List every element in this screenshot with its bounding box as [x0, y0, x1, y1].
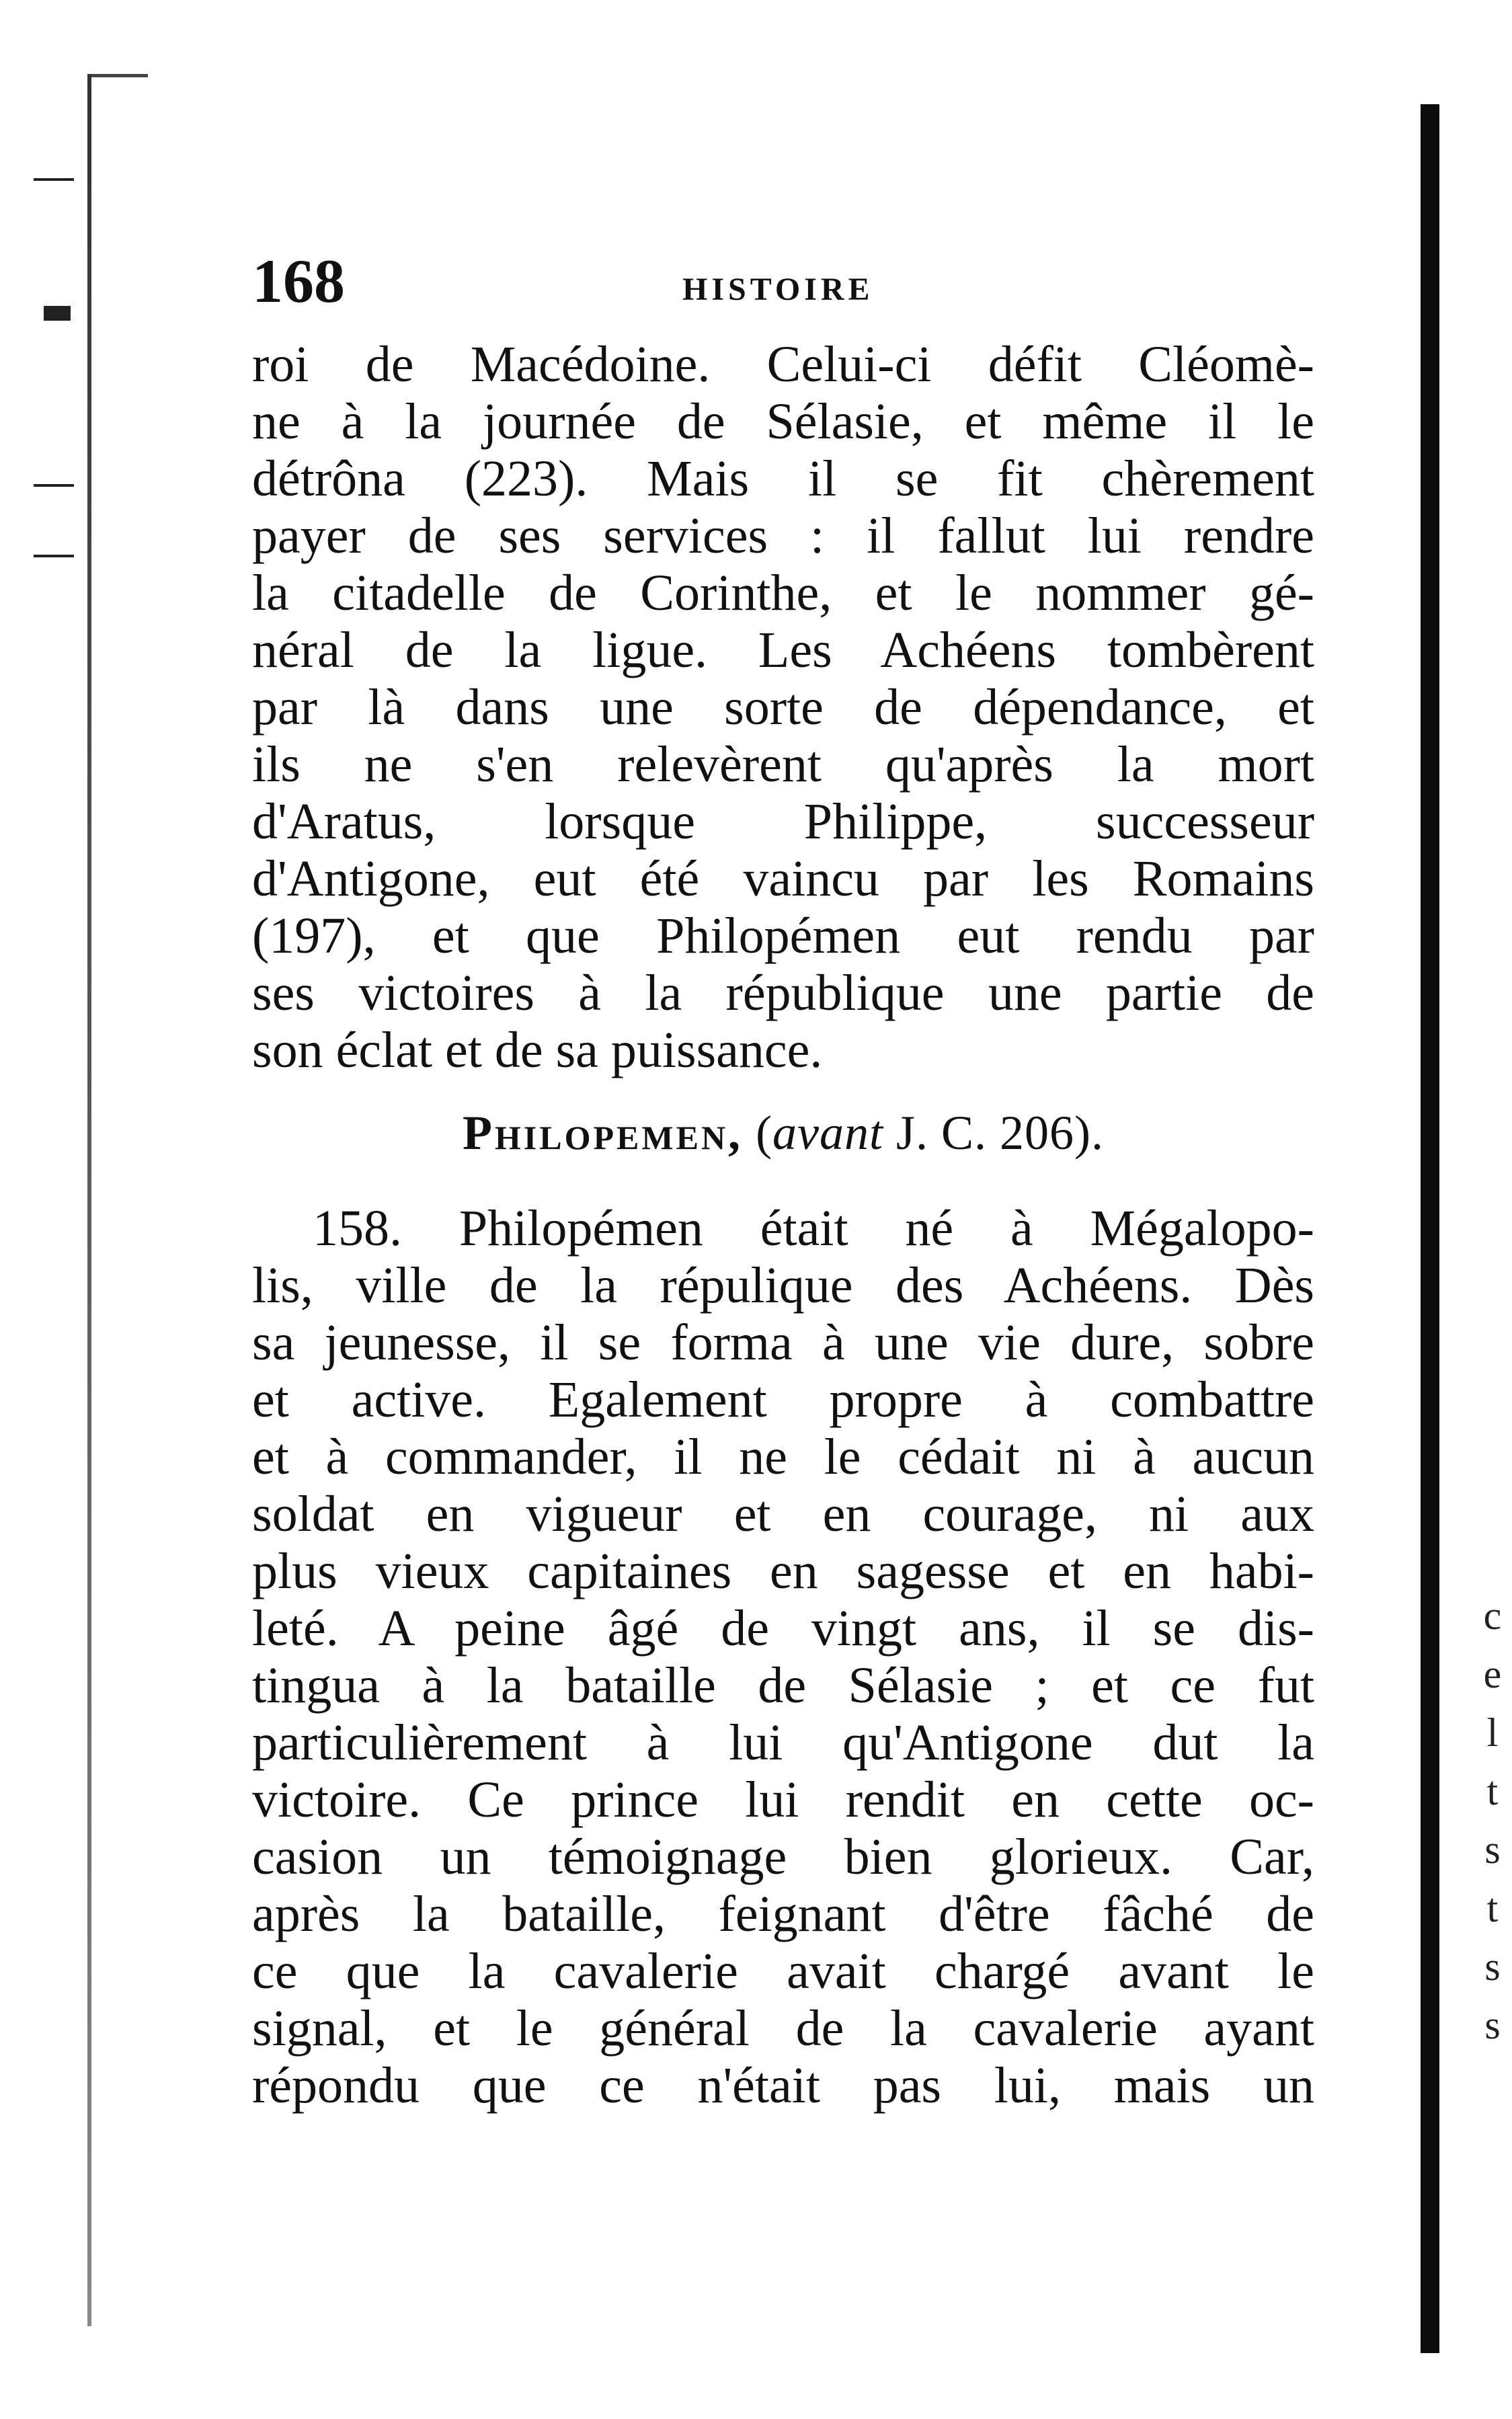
facing-letter: s [1484, 1827, 1501, 1872]
scan-edge-left [87, 74, 91, 2326]
text-line: la citadelle de Corinthe, et le nommer gé- [252, 565, 1314, 621]
text-line: d'Aratus, lorsque Philippe, successeur [252, 793, 1314, 850]
scan-tick [34, 178, 74, 181]
spacer [252, 1173, 1314, 1200]
text-line: sa jeunesse, il se forma à une vie dure, sobre [252, 1314, 1314, 1371]
scan-tick [34, 484, 74, 487]
paragraph-2 [252, 1200, 1314, 2114]
page-body [252, 336, 1314, 2114]
text-line: d'Antigone, eut été vaincu par les Romains [252, 850, 1314, 907]
text-line: détrôna (223). Mais il se fit chèrement [252, 450, 1314, 507]
page-header [252, 245, 1314, 319]
text-line: néral de la ligue. Les Achéens tombèrent [252, 622, 1314, 678]
facing-letter: c [1483, 1593, 1502, 1638]
heading-avant: avant [772, 1106, 884, 1160]
text-line: lis, ville de la répulique des Achéens. Dès [252, 1257, 1314, 1314]
text-line: (197), et que Philopémen eut rendu par [252, 908, 1314, 964]
text-line: ce que la cavalerie avait chargé avant le [252, 1943, 1314, 1999]
text-line: 158. Philopémen était né à Mégalopo- [313, 1200, 1314, 1257]
heading-paren: ( [743, 1106, 773, 1160]
text-line: victoire. Ce prince lui rendit en cette oc- [252, 1772, 1314, 1828]
facing-page-margin [1479, 1587, 1506, 2055]
text-line: particulièrement à lui qu'Antigone dut la [252, 1714, 1314, 1771]
facing-letter: s [1484, 1944, 1501, 1989]
text-line: payer de ses services : il fallut lui rendre [252, 508, 1314, 564]
scan-tick [34, 555, 74, 557]
text-line: son éclat et de sa puissance. [252, 1022, 823, 1078]
facing-letter: e [1483, 1652, 1502, 1696]
text-line: et à commander, il ne le cédait ni à aucun [252, 1429, 1314, 1485]
text-line: répondu que ce n'était pas lui, mais un [252, 2057, 1314, 2114]
text-line: tingua à la bataille de Sélasie ; et ce fut [252, 1657, 1314, 1714]
heading-name: Philopemen, [462, 1106, 744, 1160]
text-line: plus vieux capitaines en sagesse et en habi- [252, 1543, 1314, 1599]
page-number: 168 [252, 247, 345, 315]
scan-edge-top [87, 74, 148, 77]
text-line: roi de Macédoine. Celui-ci défit Cléomè- [252, 336, 1314, 393]
text-line: leté. A peine âgé de vingt ans, il se dis- [252, 1600, 1314, 1657]
text-line: ses victoires à la république une partie de [252, 965, 1314, 1021]
facing-letter: t [1486, 1886, 1499, 1930]
text-line: ils ne s'en relevèrent qu'après la mort [252, 736, 1314, 793]
text-line: signal, et le général de la cavalerie ayant [252, 2000, 1314, 2057]
scan-tick [44, 306, 71, 321]
facing-letter: s [1484, 2003, 1501, 2047]
running-head: HISTOIRE [682, 272, 874, 307]
heading-date: J. C. 206). [883, 1106, 1105, 1160]
section-heading [252, 1079, 1314, 1173]
text-line: par là dans une sorte de dépendance, et [252, 679, 1314, 736]
scan-edge-right [1421, 104, 1439, 2353]
paragraph-1 [252, 336, 1314, 1079]
text-line: ne à la journée de Sélasie, et même il le [252, 393, 1314, 450]
facing-letter: t [1486, 1769, 1499, 1813]
text-line: casion un témoignage bien glorieux. Car, [252, 1829, 1314, 1885]
text-line: soldat en vigueur et en courage, ni aux [252, 1486, 1314, 1542]
text-line: après la bataille, feignant d'être fâché de [252, 1886, 1314, 1942]
facing-letter: l [1486, 1710, 1499, 1755]
text-line: et active. Egalement propre à combattre [252, 1372, 1314, 1428]
